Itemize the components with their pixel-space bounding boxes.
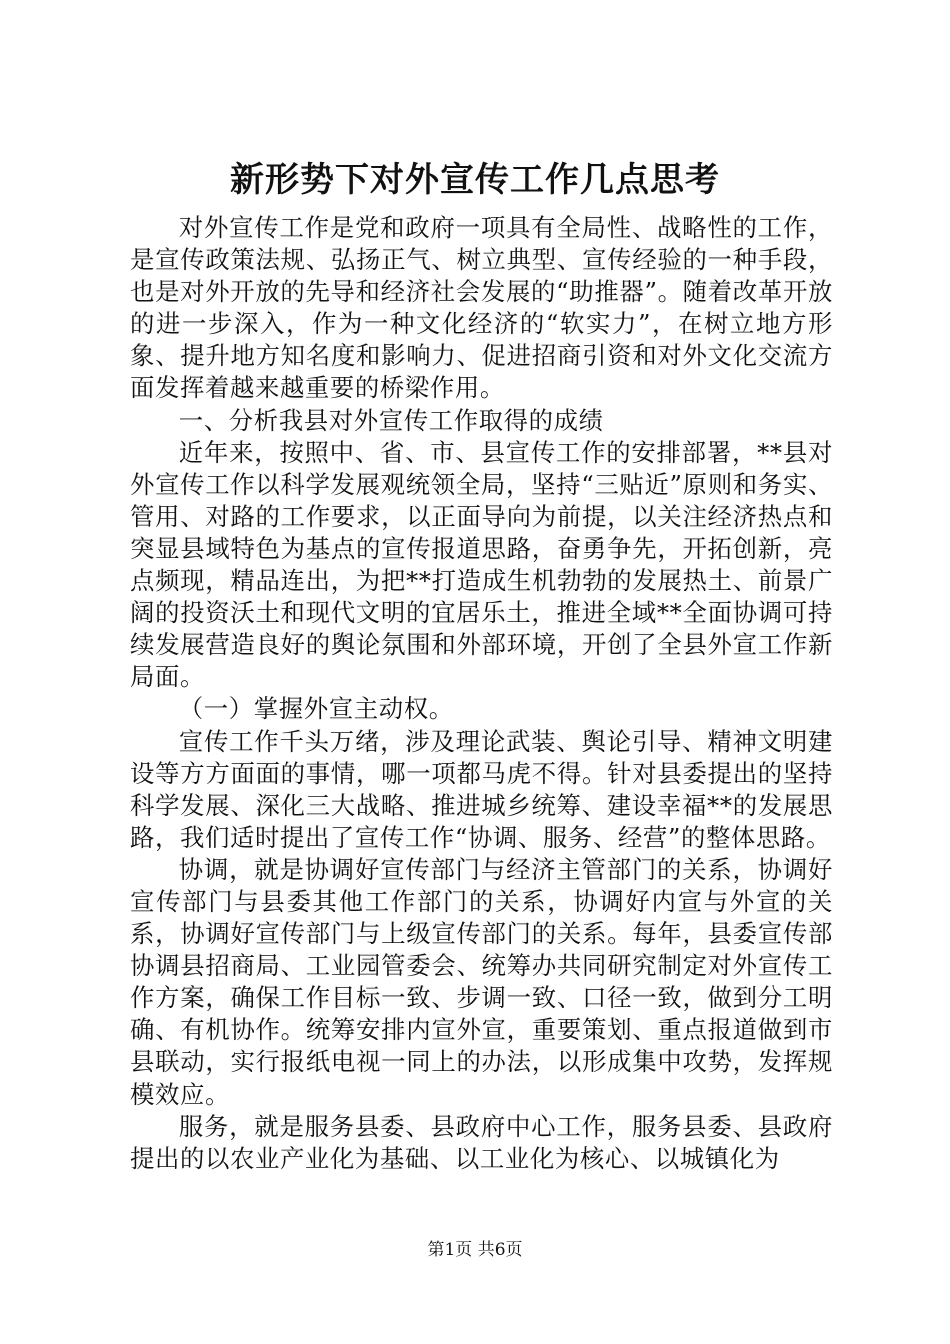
document-title: 新形势下对外宣传工作几点思考: [230, 160, 720, 200]
paragraph-overall-approach: 宣传工作千头万绪，涉及理论武装、舆论引导、精神文明建设等方方面面的事情，哪一项都马虎不得。针对县委提出的坚持科学发展、深化三大战略、推进城乡统筹、建设幸福**的发展思路，我们适时提出了宣传工作“协调、服务、经营”的整体思路。: [130, 726, 833, 852]
paragraph-service: 服务，就是服务县委、县政府中心工作，服务县委、县政府提出的以农业产业化为基础、以工业化为核心、以城镇化为: [130, 1111, 833, 1173]
paragraph-coordination: 协调，就是协调好宣传部门与经济主管部门的关系，协调好宣传部门与县委其他工作部门的关系，协调好内宣与外宣的关系，协调好宣传部门与上级宣传部门的关系。每年，县委宣传部协调县招商局、工业园管委会、统筹办共同研究制定对外宣传工作方案，确保工作目标一致、步调一致、口径一致，做到分工明确、有机协作。统筹安排内宣外宣，重要策划、重点报道做到市县联动，实行报纸电视一同上的办法，以形成集中攻势，发挥规模效应。: [130, 854, 833, 1109]
paragraph-achievements: 近年来，按照中、省、市、县宣传工作的安排部署，**县对外宣传工作以科学发展观统领全局，坚持“三贴近”原则和务实、管用、对路的工作要求，以正面导向为前提，以关注经济热点和突显县域特色为基点的宣传报道思路，奋勇争先，开拓创新，亮点频现，精品连出，为把**打造成生机勃勃的发展热土、前景广阔的投资沃土和现代文明的宜居乐土，推进全域**全面协调可持续发展营造良好的舆论氛围和外部环境，开创了全县外宣工作新局面。: [130, 437, 833, 692]
subsection-heading-1: （一）掌握外宣主动权。: [178, 694, 454, 724]
page-number: 第1页 共6页: [427, 1240, 523, 1260]
paragraph-intro: 对外宣传工作是党和政府一项具有全局性、战略性的工作，是宣传政策法规、弘扬正气、树立典型、宣传经验的一种手段，也是对外开放的先导和经济社会发展的“助推器”。随着改革开放的进一步深入，作为一种文化经济的“软实力”，在树立地方形象、提升地方知名度和影响力、促进招商引资和对外文化交流方面发挥着越来越重要的桥梁作用。: [130, 213, 833, 403]
section-heading-1: 一、分析我县对外宣传工作取得的成绩: [178, 405, 604, 435]
document-body: [130, 212, 833, 1175]
